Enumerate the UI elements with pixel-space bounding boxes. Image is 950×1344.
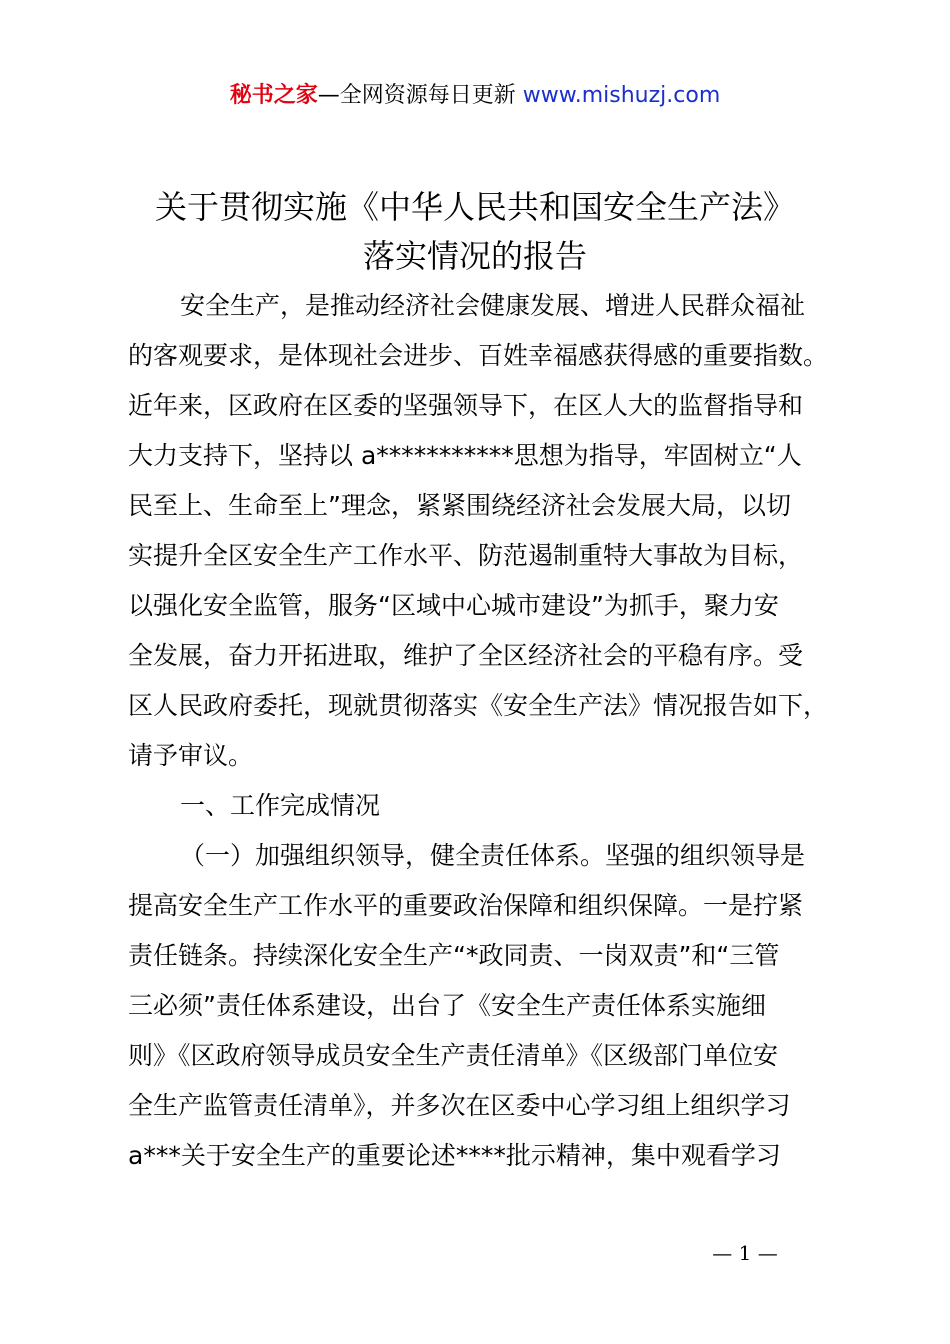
body-line: 实提升全区安全生产工作水平、防范遏制重特大事故为目标， (128, 541, 804, 570)
body-line: 大力支持下，坚持以 a***********思想为指导，牢固树立“人 (128, 441, 802, 470)
report-title-line-1: 关于贯彻实施《中华人民共和国安全生产法》 (154, 188, 795, 226)
body-line: 近年来，区政府在区委的坚强领导下，在区人大的监督指导和 (128, 391, 804, 420)
body-line: 责任链条。持续深化安全生产“*政同责、一岗双责”和“三管 (128, 941, 780, 970)
body-line: 提高安全生产工作水平的重要政治保障和组织保障。一是拧紧 (128, 891, 804, 920)
body-line: 全生产监管责任清单》，并多次在区委中心学习组上组织学习 (128, 1091, 791, 1120)
body-line: （一）加强组织领导，健全责任体系。坚强的组织领导是 (180, 841, 806, 870)
body-line: 以强化安全监管，服务“区域中心城市建设”为抓手，聚力安 (128, 591, 779, 620)
header-tagline: —全网资源每日更新 (317, 83, 523, 108)
body-line: a***关于安全生产的重要论述****批示精神，集中观看学习 (128, 1141, 781, 1170)
body-line: 则》《区政府领导成员安全生产责任清单》《区级部门单位安 (128, 1041, 779, 1070)
body-line: 全发展，奋力开拓进取，维护了全区经济社会的平稳有序。受 (128, 641, 804, 670)
section-heading: 一、工作完成情况 (180, 791, 381, 820)
report-title-line-2: 落实情况的报告 (362, 237, 587, 275)
site-url: www.mishuzj.com (522, 83, 721, 108)
brand-name: 秘书之家 (229, 83, 318, 108)
page-number: — 1 — (712, 1241, 778, 1265)
body-line: 安全生产，是推动经济社会健康发展、增进人民群众福祉 (180, 291, 806, 320)
body-line: 区人民政府委托，现就贯彻落实《安全生产法》情况报告如下， (128, 691, 829, 720)
body-line: 民至上、生命至上”理念，紧紧围绕经济社会发展大局，以切 (128, 491, 791, 520)
report-body (128, 281, 833, 1181)
body-line: 的客观要求，是体现社会进步、百姓幸福感获得感的重要指数。 (128, 341, 829, 370)
body-line: 三必须”责任体系建设，出台了《安全生产责任体系实施细 (128, 991, 766, 1020)
body-line: 请予审议。 (128, 741, 254, 770)
site-header (0, 80, 950, 112)
